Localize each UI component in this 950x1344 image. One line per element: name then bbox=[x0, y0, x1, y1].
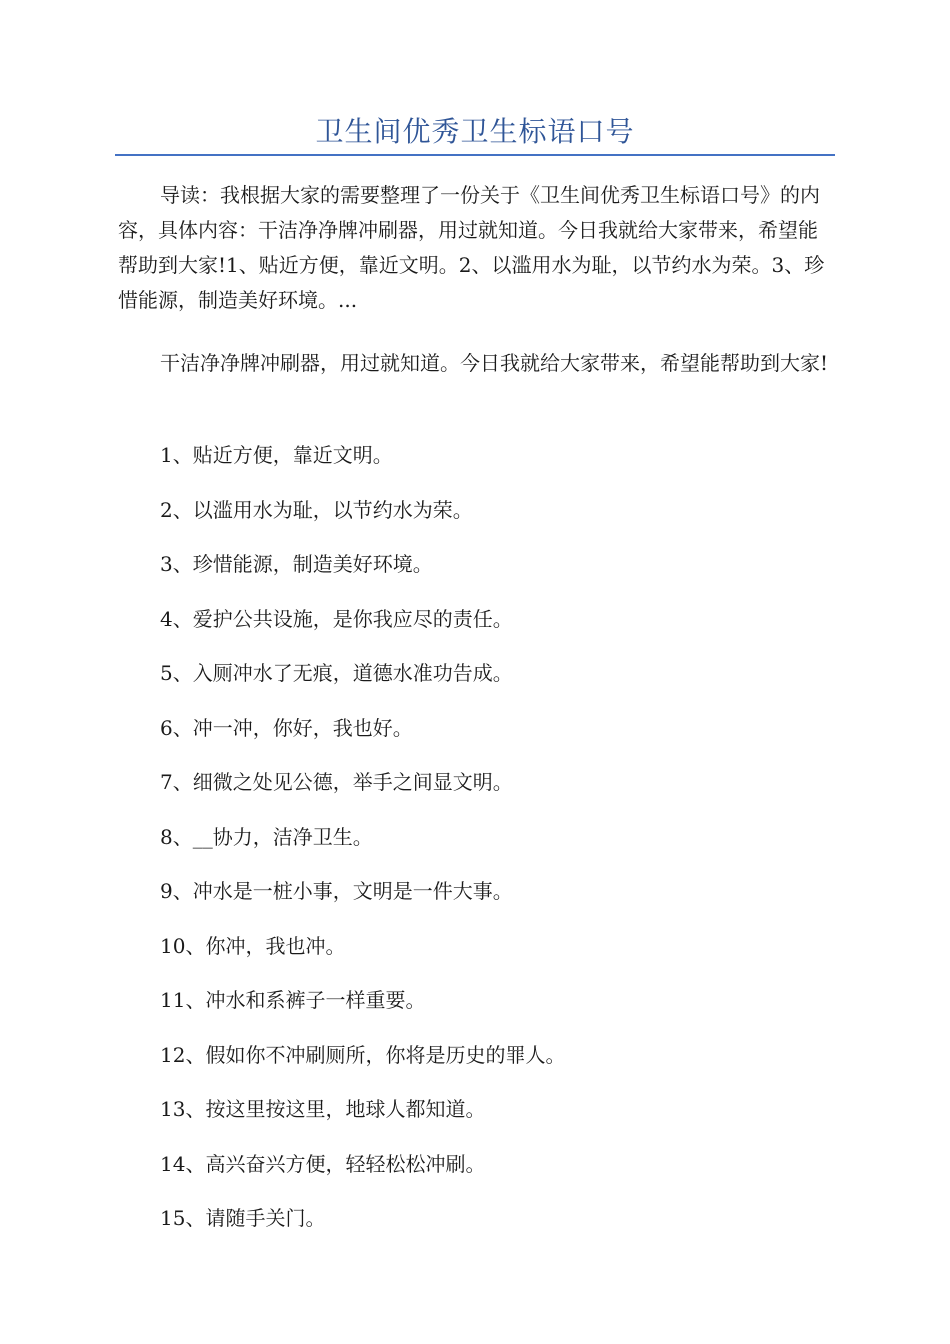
slogan-item: 10、你冲，我也冲。 bbox=[160, 933, 346, 958]
title-underline bbox=[115, 154, 835, 156]
slogan-item: 8、__协力，洁净卫生。 bbox=[160, 824, 373, 849]
slogan-item: 12、假如你不冲刷厕所，你将是历史的罪人。 bbox=[160, 1042, 566, 1067]
slogan-item: 4、爱护公共设施，是你我应尽的责任。 bbox=[160, 606, 513, 631]
slogan-item: 14、高兴奋兴方便，轻轻松松冲刷。 bbox=[160, 1151, 486, 1176]
slogan-item: 7、细微之处见公德，举手之间显文明。 bbox=[160, 770, 513, 794]
slogan-item: 1、贴近方便，靠近文明。 bbox=[160, 443, 393, 467]
slogan-item: 9、冲水是一桩小事，文明是一件大事。 bbox=[160, 879, 513, 903]
slogan-item: 15、请随手关门。 bbox=[160, 1206, 326, 1230]
slogan-item: 3、珍惜能源，制造美好环境。 bbox=[160, 552, 433, 576]
slogan-list bbox=[118, 439, 834, 1257]
slogan-item: 13、按这里按这里，地球人都知道。 bbox=[160, 1097, 486, 1121]
slogan-item: 11、冲水和系裤子一样重要。 bbox=[160, 988, 426, 1012]
intro-paragraph: 导读：我根据大家的需要整理了一份关于《卫生间优秀卫生标语口号》的内容，具体内容：干洁净净牌冲刷器，用过就知道。今日我就给大家带来，希望能帮助到大家!1、贴近方便，靠近文明。2、以滥用水为耻，以节约水为荣。3、珍惜能源，制造美好环境。... bbox=[118, 183, 825, 312]
body-paragraph: 干洁净净牌冲刷器，用过就知道。今日我就给大家带来，希望能帮助到大家! bbox=[160, 351, 829, 375]
slogan-item: 6、冲一冲，你好，我也好。 bbox=[160, 715, 413, 740]
slogan-item: 2、以滥用水为耻，以节约水为荣。 bbox=[160, 497, 473, 522]
document-title: 卫生间优秀卫生标语口号 bbox=[315, 115, 635, 148]
slogan-item: 5、入厕冲水了无痕，道德水准功告成。 bbox=[160, 661, 513, 685]
